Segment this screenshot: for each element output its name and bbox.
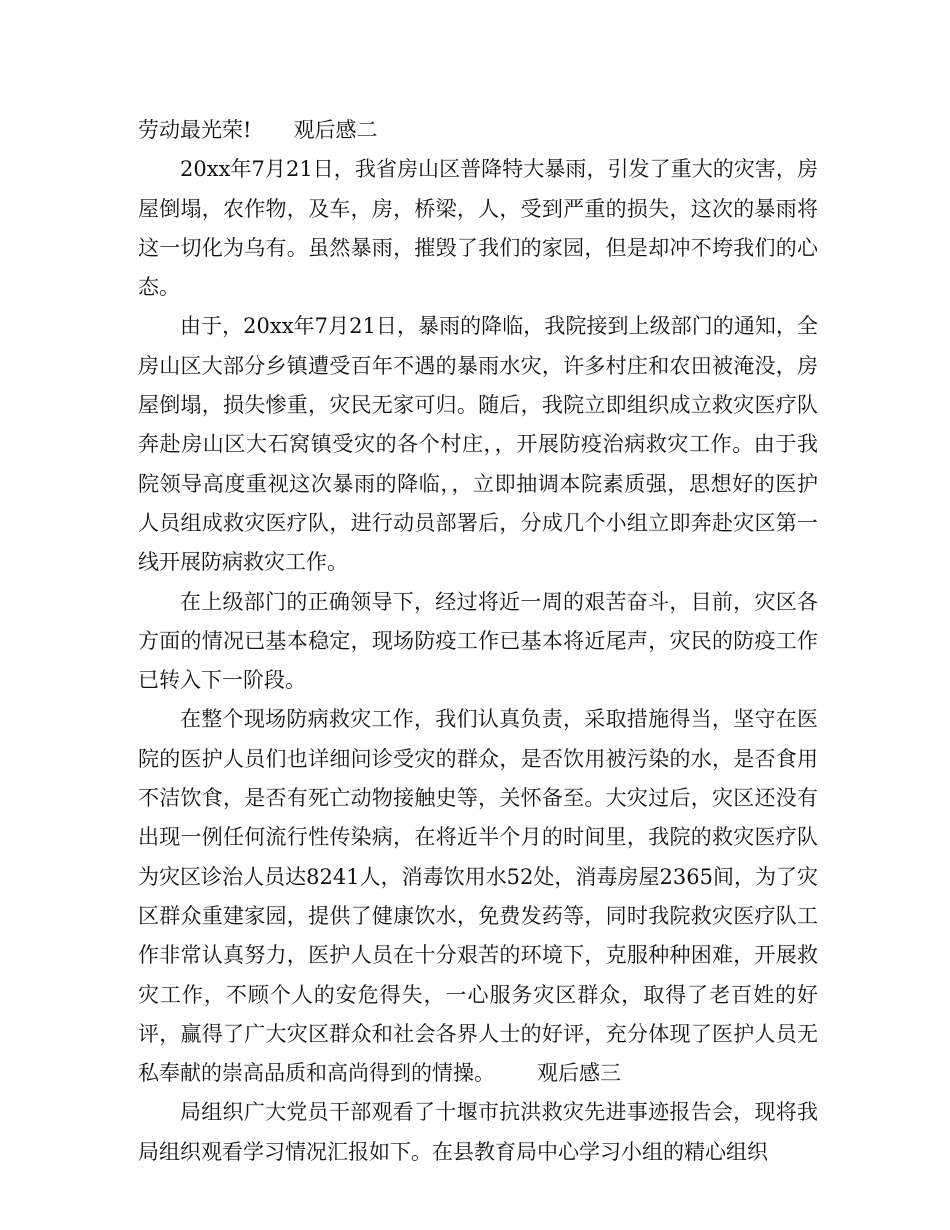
section-heading: 观后感二: [293, 118, 378, 142]
paragraph-opening: [138, 111, 818, 150]
opening-line: 劳动最光荣!: [138, 118, 252, 142]
paragraph: 由于，20xx年7月21日，暴雨的降临，我院接到上级部门的通知，全房山区大部分乡镇遭受百年不遇的暴雨水灾，许多村庄和农田被淹没，房屋倒塌，损失惨重，灾民无家可归。随后，我院立即组织成立救灾医疗队奔赴房山区大石窝镇受灾的各个村庄，，开展防疫治病救灾工作。由于我院领导高度重视这次暴雨的降临，，立即抽调本院素质强，思想好的医护人员组成救灾医疗队，进行动员部署后，分成几个小组立即奔赴灾区第一线开展防病救灾工作。: [138, 314, 818, 575]
paragraph: 20xx年7月21日，我省房山区普降特大暴雨，引发了重大的灾害，房屋倒塌，农作物，及车，房，桥梁，人，受到严重的损失，这次的暴雨将这一切化为乌有。虽然暴雨，摧毁了我们的家园，但是却冲不垮我们的心态。: [138, 157, 818, 300]
paragraph: 局组织广大党员干部观看了十堰市抗洪救灾先进事迹报告会，现将我局组织观看学习情况汇报如下。在县教育局中心学习小组的精心组织: [138, 1100, 818, 1164]
document-body: [138, 111, 818, 1172]
paragraph: 在上级部门的正确领导下，经过将近一周的艰苦奋斗，目前，灾区各方面的情况已基本稳定，现场防疫工作已基本将近尾声，灾民的防疫工作已转入下一阶段。: [138, 589, 818, 693]
paragraph: [138, 700, 818, 1093]
section-heading: 观后感三: [537, 1061, 621, 1086]
paragraph-text: 在整个现场防病救灾工作，我们认真负责，采取措施得当，坚守在医院的医护人员们也详细问诊受灾的群众，是否饮用被污染的水，是否食用不洁饮食，是否有死亡动物接触史等，关怀备至。大灾过后，灾区还没有出现一例任何流行性传染病，在将近半个月的时间里，我院的救灾医疗队为灾区诊治人员达8241人，消毒饮用水52处，消毒房屋2365间，为了灾区群众重建家园，提供了健康饮水，免费发药等，同时我院救灾医疗队工作非常认真努力，医护人员在十分艰苦的环境下，克服种种困难，开展救灾工作，不顾个人的安危得失，一心服务灾区群众，取得了老百姓的好评，赢得了广大灾区群众和社会各界人士的好评，充分体现了医护人员无私奉献的崇高品质和高尚得到的情操。: [138, 707, 818, 1086]
